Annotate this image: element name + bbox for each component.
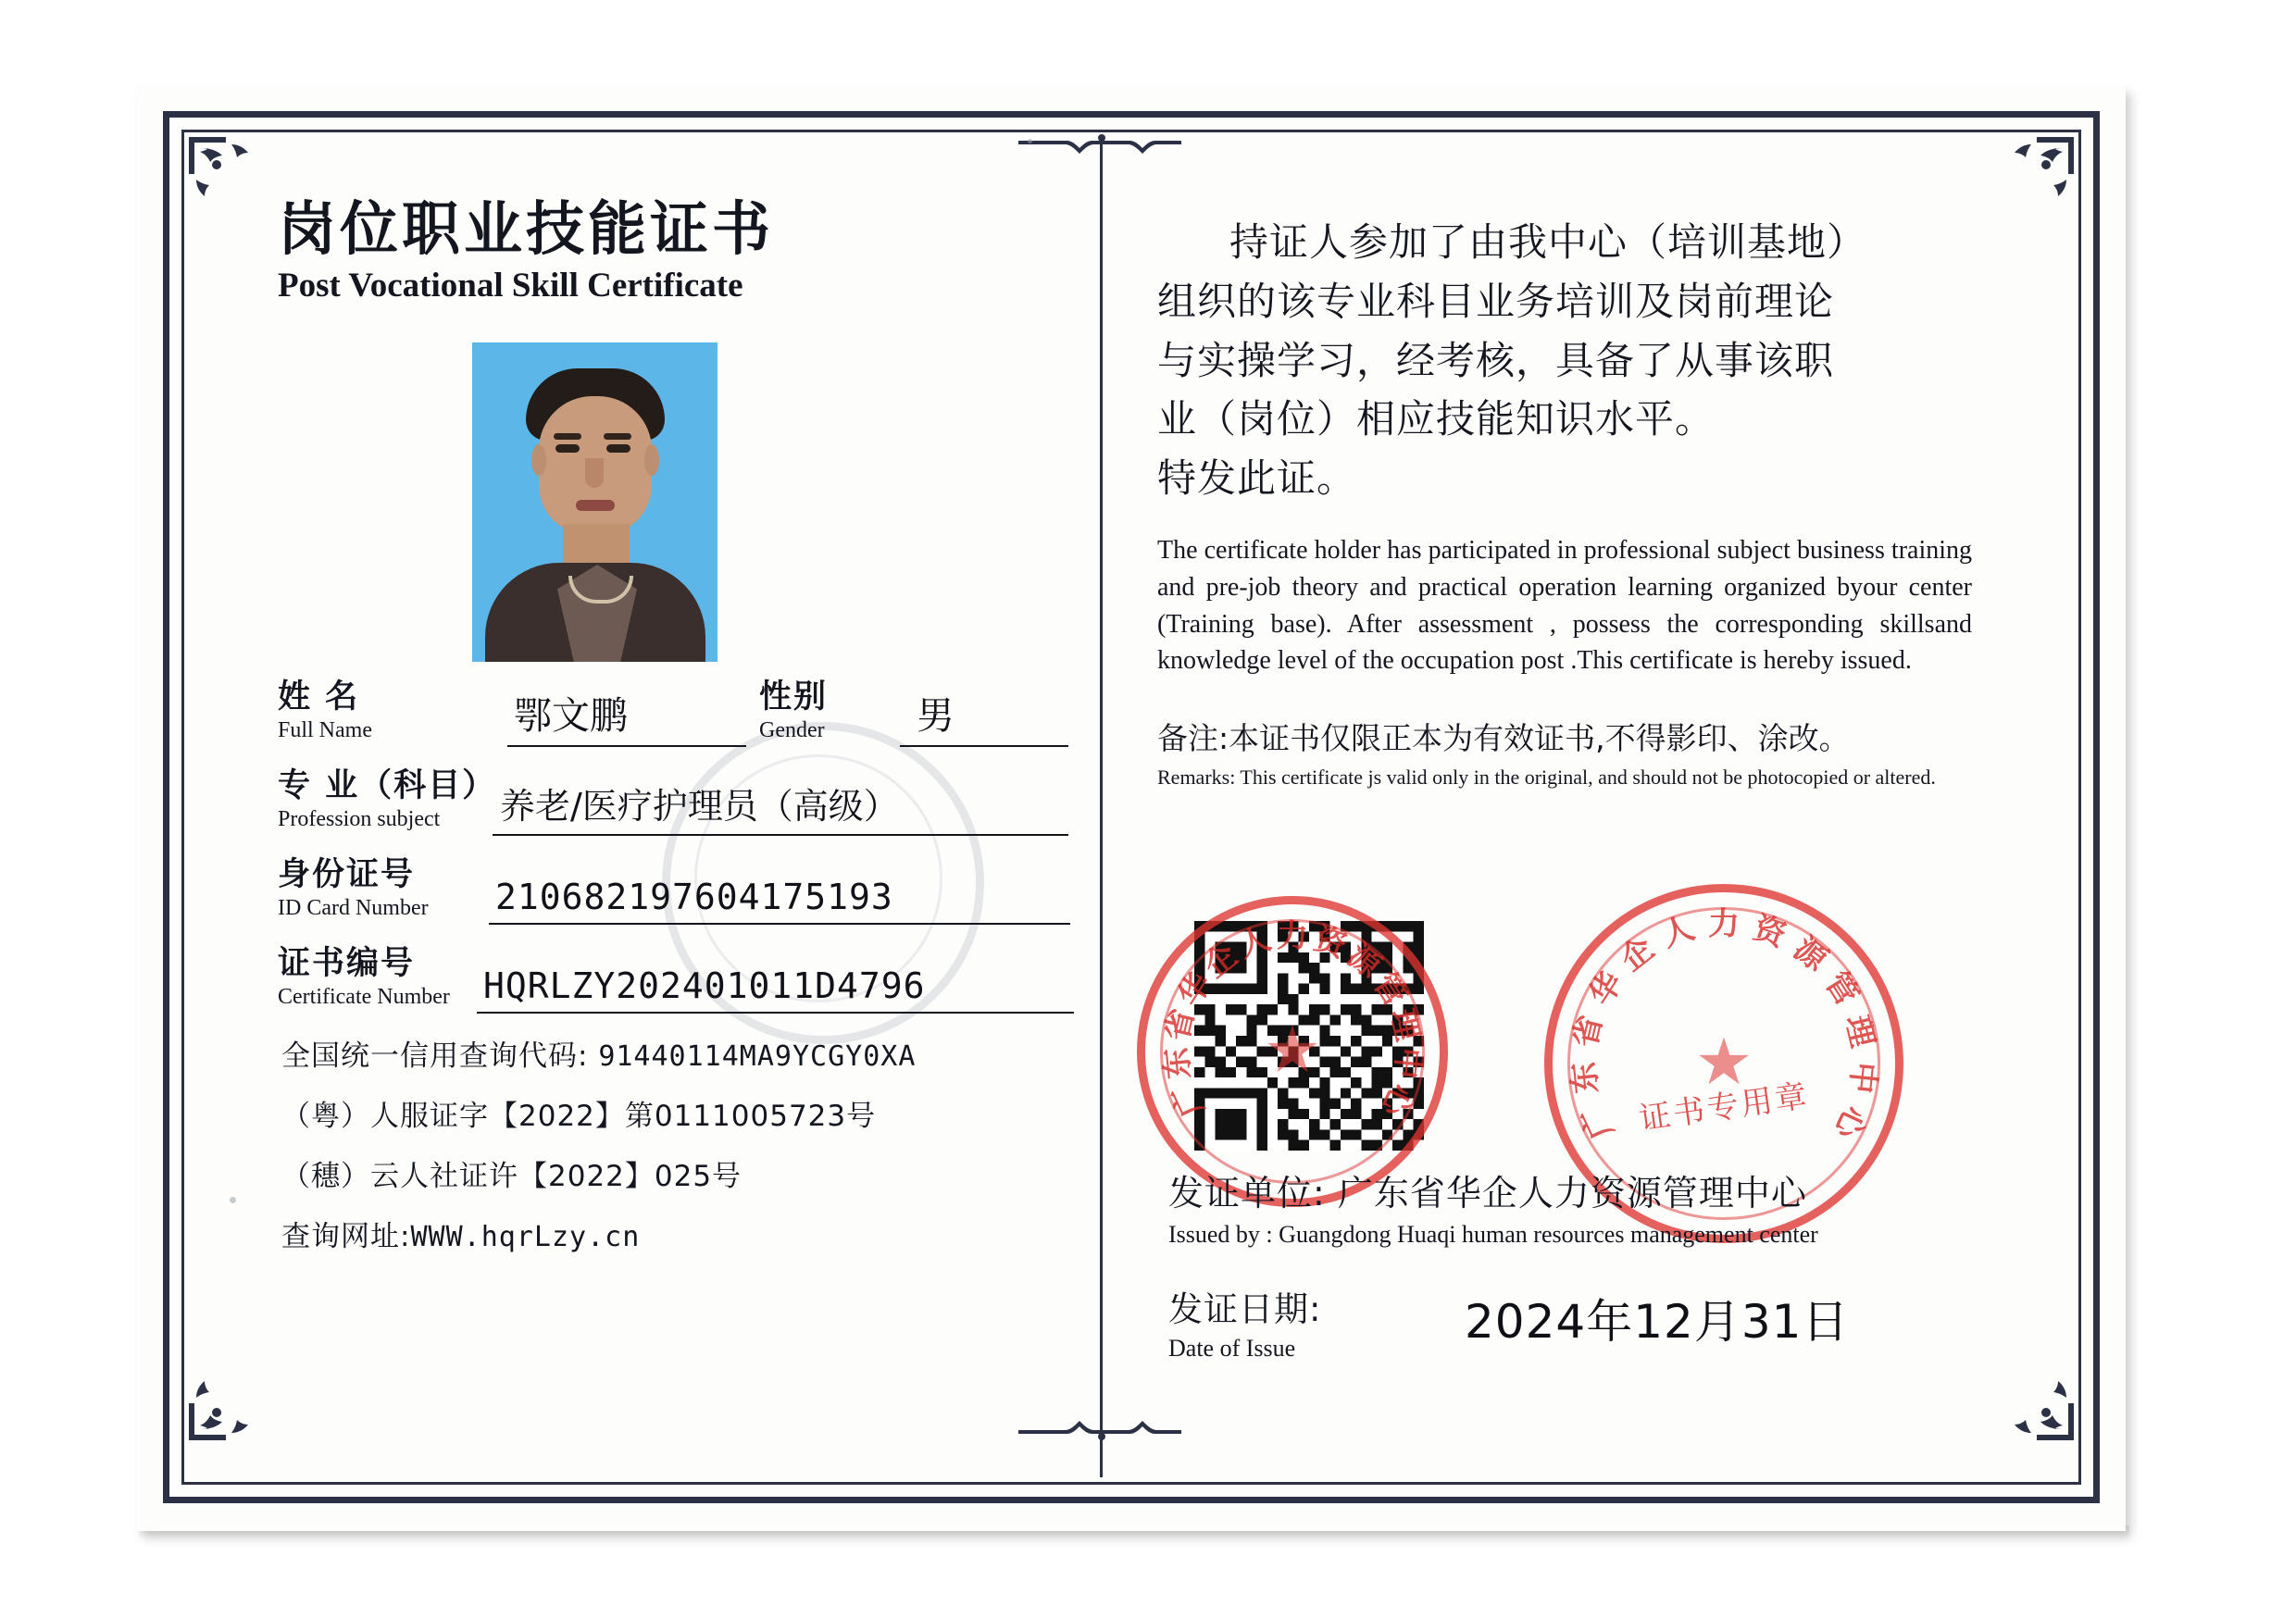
scan-speck [230, 1197, 236, 1203]
photo-ear-left [531, 444, 546, 476]
field-value-certificate-number: HQRLZY202401011D4796 [483, 965, 926, 1006]
stamp-arc-char: 资 [1748, 909, 1791, 955]
statement-cn-line: 特发此证。 [1157, 455, 1357, 502]
license-line-1: （粤）人服证字【2022】第0111005723号 [281, 1100, 877, 1133]
photo-eye-right [606, 444, 630, 453]
field-label-id-card [278, 849, 491, 921]
query-site-line [281, 1213, 1096, 1254]
stamp-arc-char: 管 [1816, 965, 1866, 1013]
field-label-cn: 专 业（科目） [278, 767, 497, 804]
field-label-profession [278, 760, 518, 832]
field-label-en: Gender [759, 718, 825, 742]
stamp-arc-char: 东 [1157, 1045, 1198, 1081]
remarks-en: Remarks: This certificate js valid only in the original, and should not be photocopied or altered. [1157, 765, 1936, 790]
stamp-arc-char: 心 [1827, 1100, 1874, 1145]
stamp-arc-char: 理 [1382, 1005, 1427, 1045]
field-underline [493, 834, 1068, 836]
issuer-line-en [1168, 1221, 2057, 1249]
field-value-full-name: 鄂文鹏 [514, 693, 628, 738]
credit-code-label: 全国统一信用查询代码: [281, 1039, 589, 1073]
photo-mouth [576, 500, 615, 511]
field-label-cn: 性别 [759, 678, 829, 716]
field-underline [900, 745, 1068, 747]
corner-ornament-icon [1989, 133, 2078, 222]
query-site-value[interactable]: WWW.hqrLzy.cn [410, 1221, 641, 1253]
remarks-cn: 备注:本证书仅限正本为有效证书,不得影印、涂改。 [1157, 720, 1850, 757]
corner-ornament-icon [185, 133, 274, 222]
stamp-arc-char: 源 [1786, 929, 1835, 979]
stamp-arc-char: 心 [1373, 1077, 1421, 1123]
corner-ornament-icon [185, 1355, 274, 1444]
license-line-2: （穗）云人社证许【2022】025号 [281, 1160, 742, 1193]
field-value-id-card: 210682197604175193 [495, 877, 893, 917]
issue-date-label-en: Date of Issue [1168, 1335, 1296, 1362]
field-label-gender [759, 671, 917, 743]
registration-footer [281, 1032, 1096, 1273]
stamp-arc-char: 中 [1387, 1045, 1428, 1081]
statement-cn-line: 与实操学习，经考核，具备了从事该职 [1157, 337, 1835, 383]
corner-ornament-icon [1989, 1355, 2078, 1444]
stamp-arc-char: 人 [1656, 909, 1700, 955]
field-label-en: Profession subject [278, 807, 441, 831]
stamp-arc-char: 力 [1708, 905, 1740, 943]
field-label-full-name [278, 671, 491, 743]
certificate-title-en: Post Vocational Skill Certificate [278, 267, 743, 305]
field-underline [507, 745, 746, 747]
issue-date-label-cn: 发证日期: [1168, 1289, 1322, 1329]
qr-overlay-stamp [1137, 896, 1448, 1207]
issuer-label-cn: 发证单位: [1168, 1173, 1326, 1214]
field-label-cn: 姓 名 [278, 678, 360, 716]
stamp-arc-char: 华 [1582, 965, 1631, 1013]
certificate-title-cn: 岗位职业技能证书 [278, 195, 774, 263]
stamp-arc-char: 省 [1566, 1012, 1610, 1052]
stamp-arc-char: 广 [1164, 1077, 1212, 1123]
column-divider [1100, 137, 1103, 1477]
statement-cn-line: 业（岗位）相应技能知识水平。 [1157, 396, 1716, 442]
stamp-inner-text: 证书专用章 [1637, 1077, 1812, 1139]
holder-photo [472, 342, 718, 662]
scan-speck [1028, 139, 1032, 143]
credit-code-value: 91440114MA9YCGY0XA [598, 1040, 917, 1073]
query-site-label: 查询网址: [281, 1220, 411, 1253]
field-label-certificate-number [278, 938, 491, 1010]
issuer-name-en: Guangdong Huaqi human resources management center [1279, 1221, 1818, 1248]
stamp-star-icon: ★ [1694, 1027, 1753, 1099]
stamp-arc-char: 广 [1574, 1100, 1621, 1145]
photo-nose [585, 458, 604, 488]
stamp-arc-char: 东 [1565, 1060, 1605, 1096]
stamp-arc-char: 资 [1309, 919, 1352, 965]
issue-date-value: 2024年12月31日 [1465, 1295, 1850, 1349]
field-label-en: Certificate Number [278, 985, 450, 1009]
statement-cn [1157, 213, 2037, 508]
field-row-name-gender [278, 671, 1092, 760]
field-label-cn: 身份证号 [278, 856, 416, 893]
stamp-star-icon: ★ [1263, 1015, 1322, 1087]
statement-cn-line: 持证人参加了由我中心（培训基地） [1229, 219, 1867, 265]
stamp-arc-char: 企 [1197, 937, 1245, 986]
field-row-profession [278, 760, 1092, 849]
field-value-gender: 男 [917, 693, 955, 738]
holder-fields [278, 671, 1092, 1027]
photo-eye-left [555, 444, 580, 453]
stamp-arc-char: 管 [1366, 966, 1415, 1014]
stamp-arc-char: 人 [1233, 919, 1276, 965]
stamp-arc-char: 理 [1838, 1012, 1881, 1052]
statement-cn-line: 组织的该专业科目业务培训及岗前理论 [1157, 278, 1835, 324]
stamp-arc-char: 企 [1613, 929, 1662, 979]
issuer-label-en: Issued by : [1168, 1221, 1273, 1248]
field-label-en: ID Card Number [278, 896, 429, 920]
field-row-certificate-number [278, 938, 1092, 1027]
certificate-left-column [278, 195, 1092, 1402]
issue-date-label [1168, 1281, 1321, 1363]
field-value-profession: 养老/医疗护理员（高级） [500, 786, 899, 827]
stamp-arc-char: 华 [1170, 966, 1219, 1014]
photo-brow-left [554, 433, 581, 440]
field-underline [489, 923, 1070, 925]
stamp-arc-char: 力 [1277, 917, 1308, 955]
issuer-block [1168, 1164, 2057, 1249]
statement-en: The certificate holder has participated in professional subject business training and pre-job theory and practical operation learning organized byour center (Training base). After assessment , possess the corresponding skillsand knowledge level of the occupation post .This certificate is hereby issued. [1157, 536, 1972, 676]
field-label-en: Full Name [278, 718, 372, 742]
certificate-right-column [1157, 213, 2037, 790]
stamp-arc-char: 省 [1158, 1005, 1203, 1045]
issuer-name-cn: 广东省华企人力资源管理中心 [1337, 1173, 1807, 1214]
credit-code-line [281, 1032, 1096, 1074]
issuer-line-cn [1168, 1164, 2057, 1215]
stamp-arc-char: 源 [1340, 937, 1388, 986]
photo-brow-right [604, 433, 631, 440]
photo-ear-right [644, 444, 659, 476]
stamp-arc-char: 中 [1842, 1060, 1883, 1096]
field-row-id-card [278, 849, 1092, 938]
field-label-cn: 证书编号 [278, 945, 416, 982]
field-underline [477, 1012, 1074, 1014]
